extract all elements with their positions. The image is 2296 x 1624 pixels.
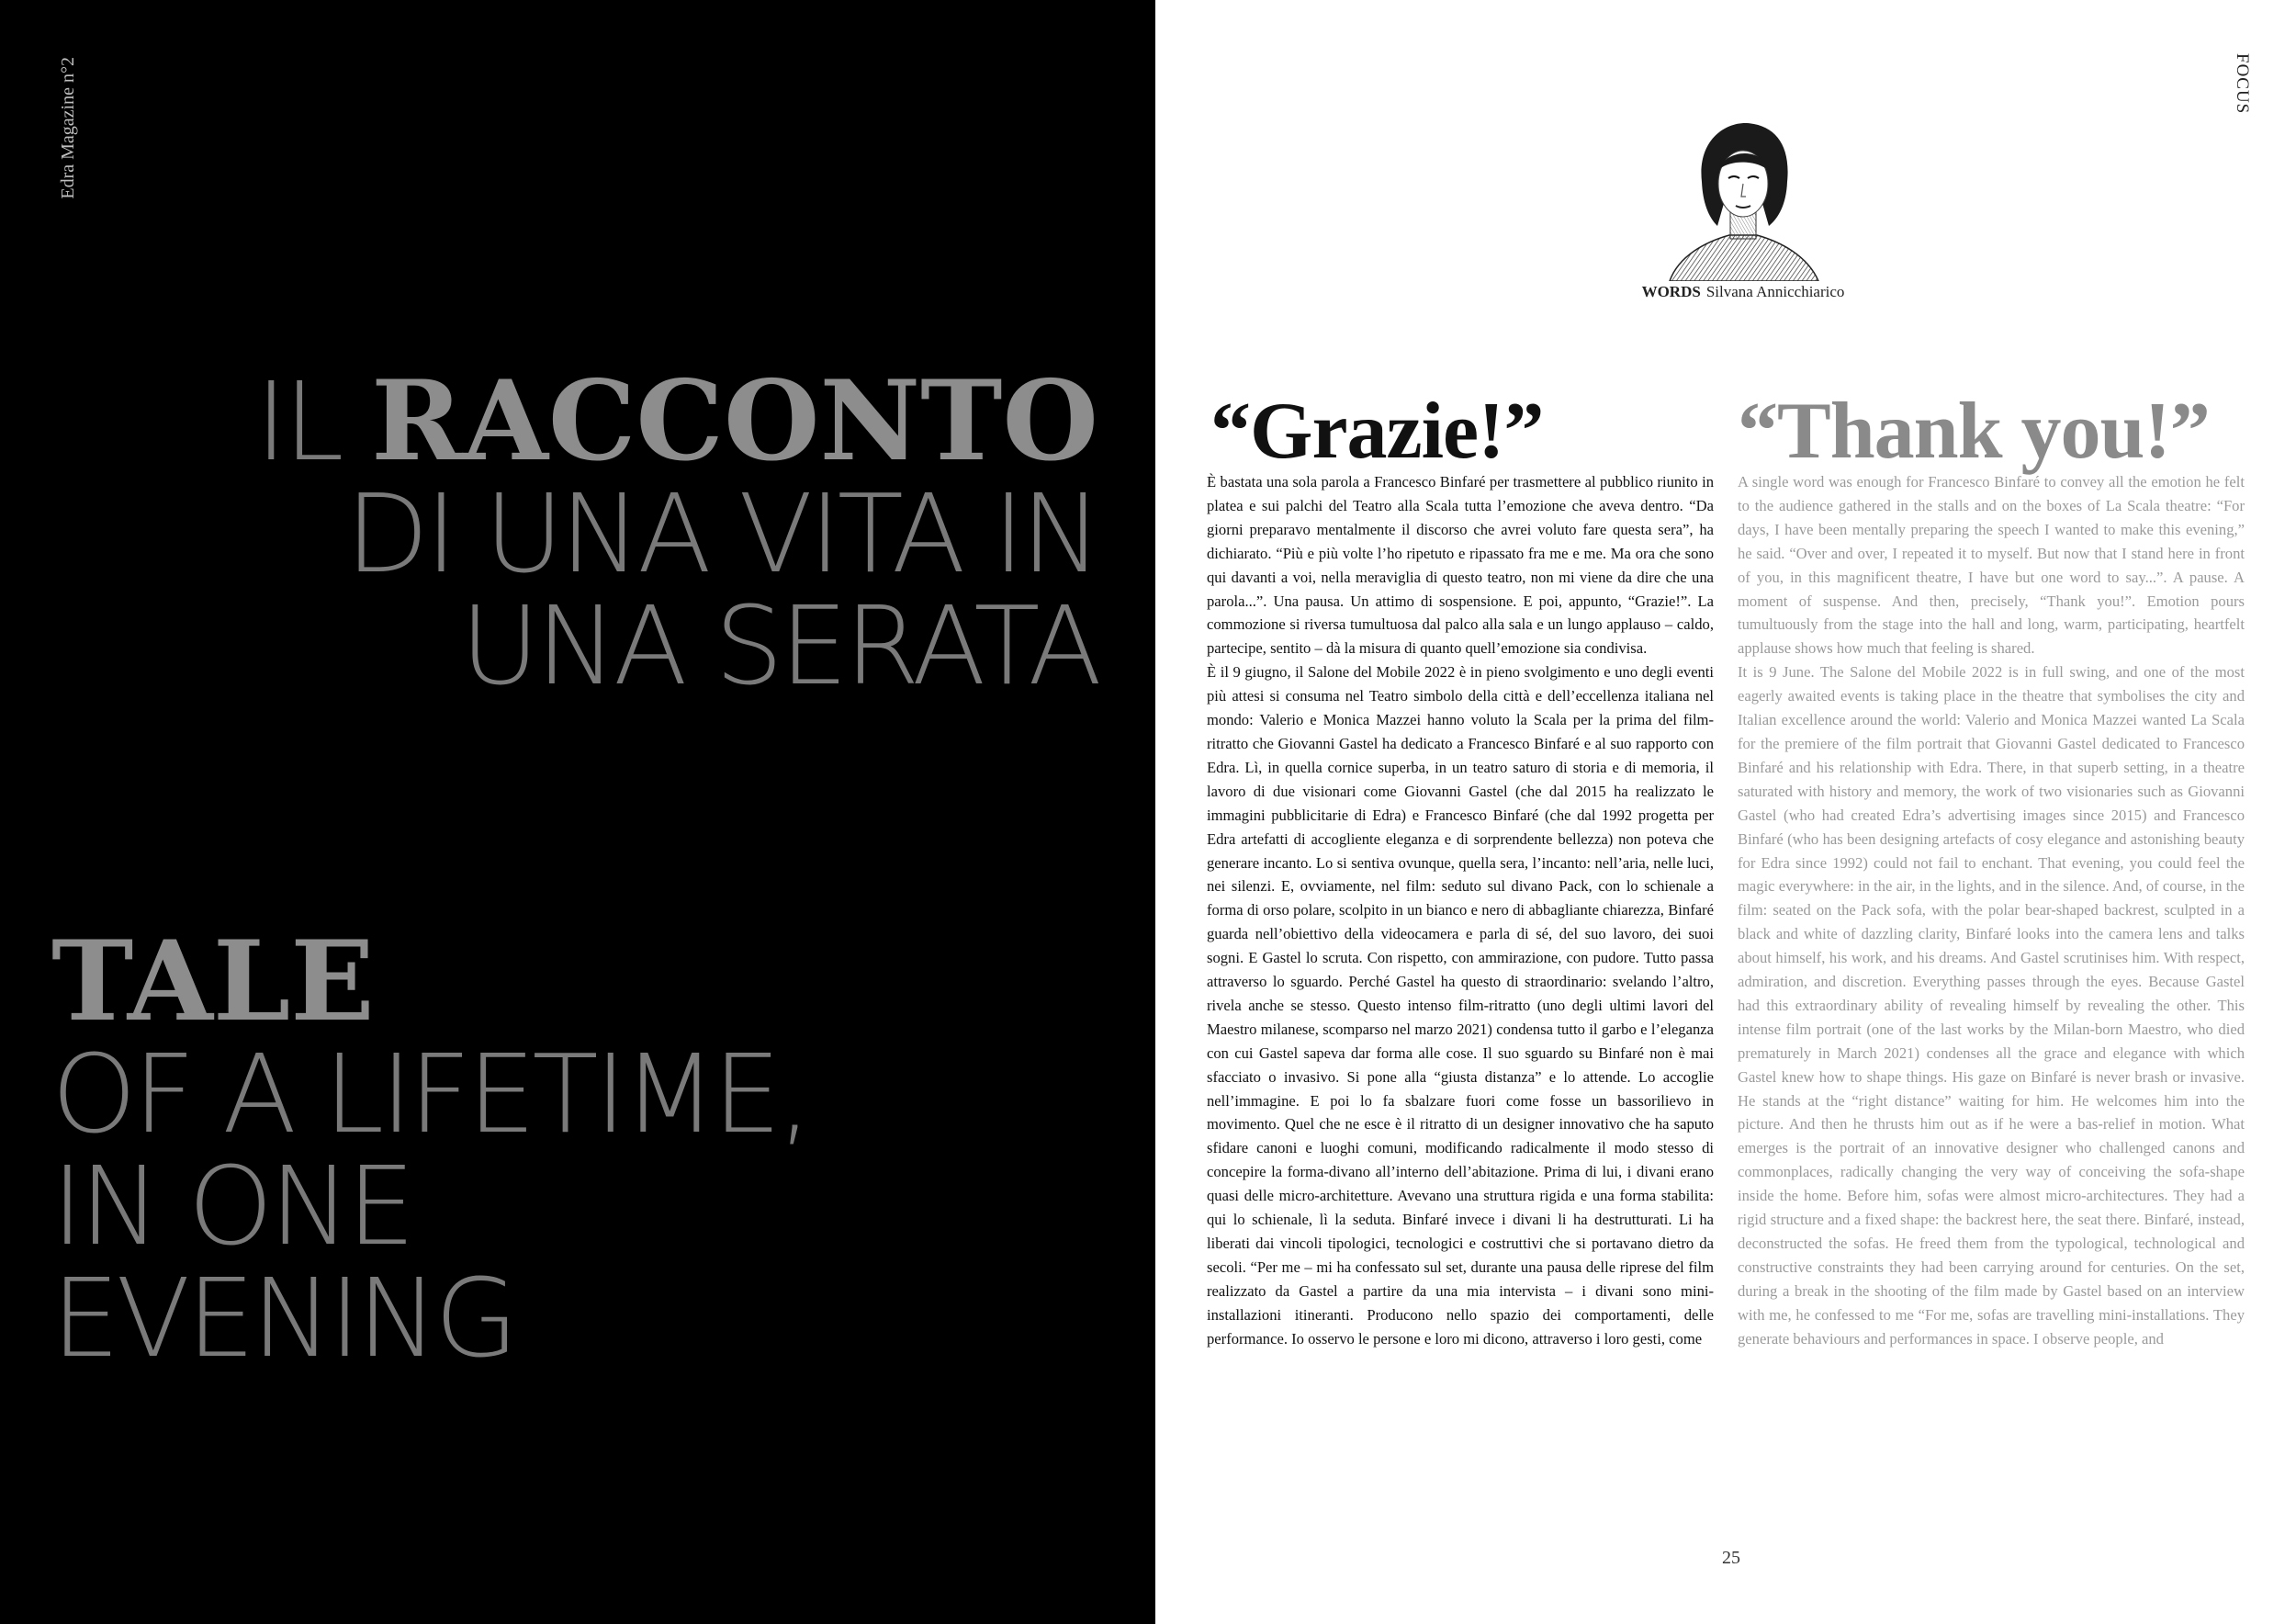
article-body-italian	[1207, 470, 1714, 1396]
page-number: 25	[1722, 1548, 1740, 1568]
title-en-line4: EVENING	[51, 1255, 515, 1382]
title-en-line2: OF A LIFETIME,	[51, 1031, 809, 1157]
byline	[1624, 283, 1863, 301]
author-portrait-illustration	[1651, 118, 1835, 281]
heading-italian: “Grazie!”	[1210, 387, 1544, 476]
title-it-line3: UNA SERATA	[460, 582, 1098, 709]
title-it-line2: DI UNA VITA IN	[345, 470, 1098, 597]
title-it-bold-word: RACCONTO	[371, 356, 1098, 486]
byline-author: Silvana Annicchiarico	[1705, 283, 1845, 300]
title-en-bold-word: TALE	[51, 917, 375, 1046]
article-body-english	[1738, 470, 2245, 1396]
paragraph: È il 9 giugno, il Salone del Mobile 2022 è in pieno svolgimento e uno degli eventi più attesi si consuma nel Teatro simbolo della città e dell’eccellenza italiana nel mondo: Valerio e Monica Mazzei hanno voluto la Scala per la prima del film-ritratto che Giovanni Gastel ha dedicato a Francesco Binfaré e al suo rapporto con Edra. Lì, in quella cornice superba, in un teatro saturo di storia e di memoria, il lavoro di due visionari come Giovanni Gastel (che dal 2015 ha realizzato le immagini pubblicitarie di Edra) e Francesco Binfaré (che dal 1992 progetta per Edra artefatti di accogliente eleganza e di sorprendente bellezza) non poteva che generare incanto. Lo si sentiva ovunque, quella sera, l’incanto: nell’aria, nelle luci, nei silenzi. E, ovviamente, nel film: seduto sul divano Pack, con lo schienale a forma di orso polare, scolpito in un bianco e nero di abbagliante chiarezza, Binfaré guarda nell’obiettivo della videocamera e parla di sé, del suo lavoro, dei suoi sogni. E Gastel lo scruta. Con rispetto, con ammirazione, con pudore. Tutto passa attraverso lo sguardo. Perché Gastel ha questo di straordinario: svelando l’altro, rivela anche se stesso. Questo intenso film-ritratto (uno degli ultimi lavori del Maestro milanese, scomparso nel marzo 2021) condensa tutto il garbo e l’eleganza con cui Gastel sapeva dar forma alle cose. Il suo sguardo su Binfaré non è mai sfacciato o invasivo. Si pone alla “giusta distanza” e lo attende. Lo accoglie nell’immagine. E poi lo fa sbalzare fuori come fosse un bassorilievo in movimento. Quel che ne esce è il ritratto di un designer innovativo che ha saputo sfidare canoni e luoghi comuni, modificando radicalmente il modo stesso di concepire la forma-divano all’interno dell’abitazione. Prima di lui, i divani erano quasi delle micro-architetture. Avevano una struttura rigida e una forma stabilita: qui lo schienale, lì la seduta. Binfaré invece i divani li ha destrutturati. Li ha liberati dai vincoli tipologici, tecnologici e costruttivi che si portavano dietro da secoli. “Per me – mi ha confessato sul set, durante una pausa delle riprese del film realizzato da Gastel a partire da una mia intervista – i divani sono mini-installazioni itineranti. Producono nello spazio dei comportamenti, delle performance. Io osservo le persone e loro mi dicono, attraverso i loro gesti, come	[1207, 663, 1714, 1348]
english-title	[51, 917, 809, 1382]
paragraph: È bastata una sola parola a Francesco Binfaré per trasmettere al pubblico riunito in platea e sui palchi del Teatro alla Scala tutta l’emozione che aveva dentro. “Da giorni preparavo mentalmente il discorso che avrei voluto fare questa sera”, ha dichiarato. “Più e più volte l’ho ripetuto e ripassato fra me e me. Ma ora che sono qui davanti a voi, nella meraviglia di questo teatro, non mi viene da dire che una parola...”. Una pausa. Un attimo di sospensione. E poi, appunto, “Grazie!”. La commozione si riversa tumultuosa dal palco alla sala e un lungo applauso – caldo, partecipe, sentito – dà la misura di quanto quell’emozione sia condivisa.	[1207, 473, 1714, 658]
paragraph: It is 9 June. The Salone del Mobile 2022 is in full swing, and one of the most eagerly awaited events is taking place in the theatre that symbolises the city and Italian excellence around the world: Valerio and Monica Mazzei wanted La Scala for the premiere of the film portrait that Giovanni Gastel dedicated to Francesco Binfaré and his relationship with Edra. There, in that superb setting, in a theatre saturated with history and memory, the work of two visionaries such as Giovanni Gastel (who had created Edra’s advertising images since 2015) and Francesco Binfaré (who has been designing artefacts of cosy elegance and astonishing beauty for Edra since 1992) could not fail to enchant. That evening, you could feel the magic everywhere: in the air, in the lights, and in the silence. And, of course, in the film: seated on the Pack sofa, with the polar bear-shaped backrest, sculpted in a black and white of dazzling clarity, Binfaré looks into the camera lens and talks about himself, his work, and his dreams. And Gastel scrutinises him. With respect, admiration, and discretion. Everything passes through the eyes. Because Gastel had this extraordinary ability of revealing himself by revealing the other. This intense film portrait (one of the last works by the Milan-born Maestro, who died prematurely in March 2021) condenses all the grace and elegance with which Gastel knew how to shape things. His gaze on Binfaré is never brash or invasive. He stands at the “right distance” waiting for him. He welcomes him into the picture. And then he thrusts him out as if he were a bas-relief in motion. What emerges is the portrait of an innovative designer who challenged canons and commonplaces, radically changing the very way of conceiving the sofa-shape inside the home. Before him, sofas were almost micro-architectures. They had a rigid structure and a fixed shape: the backrest here, the seat there. Binfaré, instead, deconstructed the sofas. He freed them from the typological, technological and constructive constraints they had been carrying around for centuries. On the set, during a break in the shooting of the film made by Gastel based on an interview with me, he confessed to me “For me, sofas are travelling mini-installations. They generate behaviours and performances in space. I observe people, and	[1738, 663, 2245, 1348]
italian-title	[255, 356, 1098, 709]
byline-label: WORDS	[1641, 283, 1701, 300]
paragraph: A single word was enough for Francesco Binfaré to convey all the emotion he felt to the audience gathered in the stalls and on the boxes of La Scala theatre: “For days, I have been mentally preparing the speech I wanted to make this evening,” he said. “Over and over, I repeated it to myself. But now that I stand here in front of you, in this magnificent theatre, I have but one word to say...”. A pause. A moment of suspense. And then, precisely, “Thank you!”. Emotion pours tumultuously from the stage into the hall and long, warm, participating, heartfelt applause shows how much that feeling is shared.	[1738, 473, 2245, 658]
heading-english: “Thank you!”	[1738, 387, 2210, 476]
section-label: FOCUS	[2233, 53, 2252, 115]
title-en-line3: IN ONE	[51, 1143, 412, 1269]
running-head: Edra Magazine n°2	[58, 57, 78, 199]
title-it-line1: IL RACCONTO	[255, 356, 1098, 486]
